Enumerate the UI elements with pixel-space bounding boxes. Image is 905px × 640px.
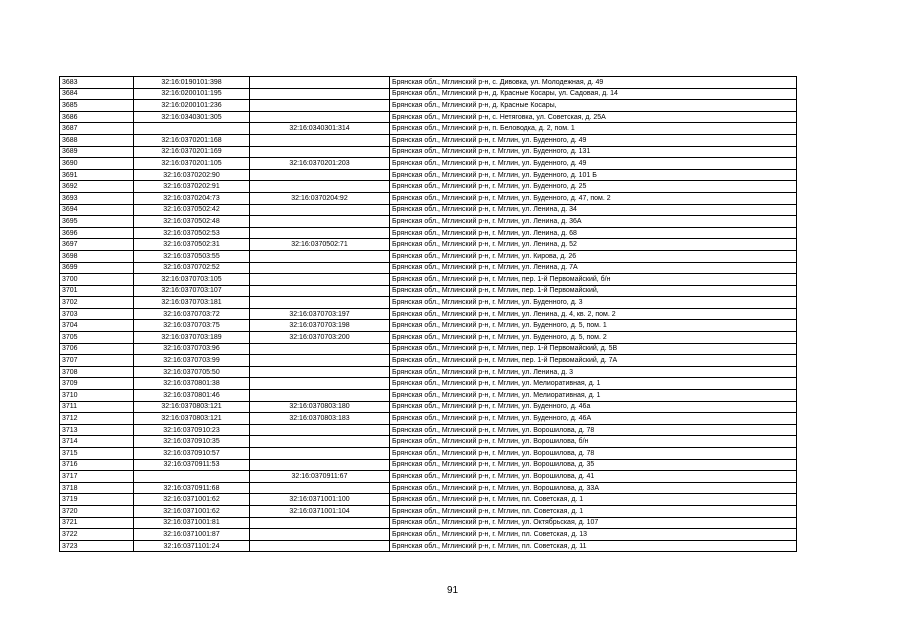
table-row [60,471,797,483]
linked-cadastral-number-cell [250,459,390,471]
cadastral-number-cell: 32:16:0370202:90 [134,169,250,181]
row-number-cell: 3717 [60,471,134,483]
table-row [60,297,797,309]
linked-cadastral-number-cell: 32:16:0370803:180 [250,401,390,413]
cadastral-number-cell: 32:16:0200101:195 [134,88,250,100]
cadastral-number-cell: 32:16:0370803:121 [134,413,250,425]
row-number-cell: 3694 [60,204,134,216]
table-body [60,77,797,552]
cadastral-number-cell: 32:16:0370202:91 [134,181,250,193]
row-number-cell: 3713 [60,424,134,436]
linked-cadastral-number-cell: 32:16:0370201:203 [250,158,390,170]
linked-cadastral-number-cell [250,100,390,112]
address-cell: Брянская обл., Мглинский р-н, г. Мглин, ул. Буденного, д. 49 [390,134,797,146]
linked-cadastral-number-cell [250,250,390,262]
row-number-cell: 3708 [60,366,134,378]
table-row [60,366,797,378]
cadastral-number-cell: 32:16:0371001:62 [134,494,250,506]
address-cell: Брянская обл., Мглинский р-н, г. Мглин, ул. Буденного, д. 5, пом. 2 [390,332,797,344]
cadastral-number-cell: 32:16:0370204:73 [134,192,250,204]
cadastral-number-cell: 32:16:0370910:57 [134,448,250,460]
table-row [60,540,797,552]
row-number-cell: 3715 [60,448,134,460]
table-row [60,274,797,286]
linked-cadastral-number-cell: 32:16:0340301:314 [250,123,390,135]
row-number-cell: 3697 [60,239,134,251]
address-cell: Брянская обл., Мглинский р-н, г. Мглин, пл. Советская, д. 11 [390,540,797,552]
row-number-cell: 3696 [60,227,134,239]
linked-cadastral-number-cell [250,88,390,100]
table-row [60,204,797,216]
table-row [60,448,797,460]
row-number-cell: 3705 [60,332,134,344]
linked-cadastral-number-cell [250,343,390,355]
cadastral-number-cell: 32:16:0370703:189 [134,332,250,344]
cadastral-number-cell [134,123,250,135]
address-cell: Брянская обл., Мглинский р-н, г. Мглин, ул. Буденного, д. 46а [390,401,797,413]
address-cell: Брянская обл., Мглинский р-н, г. Мглин, ул. Мелиоративная, д. 1 [390,390,797,402]
table-row [60,169,797,181]
address-cell: Брянская обл., Мглинский р-н, г. Мглин, пл. Советская, д. 13 [390,529,797,541]
row-number-cell: 3702 [60,297,134,309]
row-number-cell: 3706 [60,343,134,355]
address-cell: Брянская обл., Мглинский р-н, г. Мглин, ул. Буденного, д. 49 [390,158,797,170]
linked-cadastral-number-cell [250,436,390,448]
row-number-cell: 3723 [60,540,134,552]
address-cell: Брянская обл., Мглинский р-н, г. Мглин, ул. Кирова, д. 26 [390,250,797,262]
linked-cadastral-number-cell [250,355,390,367]
linked-cadastral-number-cell: 32:16:0370204:92 [250,192,390,204]
address-cell: Брянская обл., Мглинский р-н, г. Мглин, ул. Ленина, д. 52 [390,239,797,251]
address-cell: Брянская обл., Мглинский р-н, г. Мглин, ул. Буденного, д. 101 Б [390,169,797,181]
linked-cadastral-number-cell: 32:16:0370803:183 [250,413,390,425]
cadastral-number-cell: 32:16:0370502:53 [134,227,250,239]
address-cell: Брянская обл., Мглинский р-н, г. Мглин, ул. Буденного, д. 3 [390,297,797,309]
address-cell: Брянская обл., Мглинский р-н, г. Мглин, ул. Ленина, д. 3 [390,366,797,378]
linked-cadastral-number-cell [250,448,390,460]
table-row [60,436,797,448]
linked-cadastral-number-cell [250,297,390,309]
linked-cadastral-number-cell: 32:16:0371001:104 [250,505,390,517]
linked-cadastral-number-cell [250,517,390,529]
table-row [60,88,797,100]
cadastral-number-cell: 32:16:0371101:24 [134,540,250,552]
address-cell: Брянская обл., Мглинский р-н, д. Красные Косары, [390,100,797,112]
table-row [60,216,797,228]
linked-cadastral-number-cell: 32:16:0370703:200 [250,332,390,344]
table-row [60,343,797,355]
address-cell: Брянская обл., Мглинский р-н, г. Мглин, ул. Буденного, д. 25 [390,181,797,193]
row-number-cell: 3686 [60,111,134,123]
cadastral-number-cell: 32:16:0370910:35 [134,436,250,448]
address-cell: Брянская обл., Мглинский р-н, г. Мглин, ул. Ворошилова, д. 78 [390,448,797,460]
table-row [60,355,797,367]
linked-cadastral-number-cell [250,262,390,274]
table-row [60,424,797,436]
table-row [60,100,797,112]
table-row [60,413,797,425]
address-cell: Брянская обл., Мглинский р-н, г. Мглин, ул. Октябрьская, д. 107 [390,517,797,529]
row-number-cell: 3711 [60,401,134,413]
row-number-cell: 3695 [60,216,134,228]
cadastral-number-cell: 32:16:0370703:96 [134,343,250,355]
address-cell: Брянская обл., Мглинский р-н, г. Мглин, ул. Ворошилова, д. 41 [390,471,797,483]
row-number-cell: 3699 [60,262,134,274]
address-cell: Брянская обл., Мглинский р-н, г. Мглин, ул. Ленина, д. 68 [390,227,797,239]
cadastral-number-cell: 32:16:0370503:55 [134,250,250,262]
table-row [60,482,797,494]
row-number-cell: 3701 [60,285,134,297]
linked-cadastral-number-cell [250,146,390,158]
linked-cadastral-number-cell: 32:16:0371001:100 [250,494,390,506]
cadastral-number-cell: 32:16:0370703:181 [134,297,250,309]
table-row [60,181,797,193]
row-number-cell: 3698 [60,250,134,262]
linked-cadastral-number-cell: 32:16:0370703:197 [250,308,390,320]
cadastral-number-cell: 32:16:0371001:87 [134,529,250,541]
table-row [60,77,797,89]
row-number-cell: 3721 [60,517,134,529]
table-row [60,505,797,517]
address-cell: Брянская обл., Мглинский р-н, г. Мглин, ул. Ленина, д. 36А [390,216,797,228]
cadastral-number-cell: 32:16:0370703:105 [134,274,250,286]
linked-cadastral-number-cell [250,274,390,286]
cadastral-number-cell: 32:16:0370702:52 [134,262,250,274]
cadastral-number-cell: 32:16:0370703:72 [134,308,250,320]
linked-cadastral-number-cell [250,216,390,228]
row-number-cell: 3712 [60,413,134,425]
row-number-cell: 3689 [60,146,134,158]
row-number-cell: 3684 [60,88,134,100]
cadastral-number-cell: 32:16:0371001:62 [134,505,250,517]
page-number: 91 [446,585,459,596]
row-number-cell: 3707 [60,355,134,367]
table-row [60,123,797,135]
table-row [60,146,797,158]
cadastral-number-cell: 32:16:0370801:38 [134,378,250,390]
row-number-cell: 3687 [60,123,134,135]
address-cell: Брянская обл., Мглинский р-н, г. Мглин, пл. Советская, д. 1 [390,505,797,517]
row-number-cell: 3688 [60,134,134,146]
cadastral-number-cell: 32:16:0370703:75 [134,320,250,332]
address-cell: Брянская обл., Мглинский р-н, г. Мглин, пер. 1-й Первомайский, д. 7А [390,355,797,367]
linked-cadastral-number-cell [250,227,390,239]
table-row [60,239,797,251]
linked-cadastral-number-cell [250,529,390,541]
table-row [60,250,797,262]
address-cell: Брянская обл., Мглинский р-н, г. Мглин, пер. 1-й Первомайский, б/н [390,274,797,286]
linked-cadastral-number-cell [250,134,390,146]
table-row [60,320,797,332]
address-cell: Брянская обл., Мглинский р-н, г. Мглин, ул. Мелиоративная, д. 1 [390,378,797,390]
table-row [60,192,797,204]
linked-cadastral-number-cell [250,540,390,552]
address-cell: Брянская обл., Мглинский р-н, д. Красные Косары, ул. Садовая, д. 14 [390,88,797,100]
table-row [60,517,797,529]
cadastral-number-cell: 32:16:0370801:46 [134,390,250,402]
address-cell: Брянская обл., Мглинский р-н, г. Мглин, ул. Ворошилова, д. 78 [390,424,797,436]
address-cell: Брянская обл., Мглинский р-н, с. Дивовка, ул. Молодежная, д. 49 [390,77,797,89]
address-cell: Брянская обл., Мглинский р-н, г. Мглин, ул. Ленина, д. 7А [390,262,797,274]
cadastral-number-cell: 32:16:0340301:305 [134,111,250,123]
cadastral-number-cell: 32:16:0370502:42 [134,204,250,216]
address-cell: Брянская обл., Мглинский р-н, г. Мглин, ул. Буденного, д. 5, пом. 1 [390,320,797,332]
address-cell: Брянская обл., Мглинский р-н, г. Мглин, ул. Буденного, д. 46А [390,413,797,425]
row-number-cell: 3704 [60,320,134,332]
row-number-cell: 3722 [60,529,134,541]
row-number-cell: 3709 [60,378,134,390]
row-number-cell: 3703 [60,308,134,320]
address-cell: Брянская обл., Мглинский р-н, г. Мглин, ул. Ворошилова, д. 35 [390,459,797,471]
cadastral-number-cell: 32:16:0370911:68 [134,482,250,494]
linked-cadastral-number-cell: 32:16:0370502:71 [250,239,390,251]
row-number-cell: 3714 [60,436,134,448]
row-number-cell: 3690 [60,158,134,170]
row-number-cell: 3691 [60,169,134,181]
cadastral-number-cell: 32:16:0200101:236 [134,100,250,112]
row-number-cell: 3716 [60,459,134,471]
address-cell: Брянская обл., Мглинский р-н, г. Мглин, ул. Ворошилова, б/н [390,436,797,448]
linked-cadastral-number-cell [250,77,390,89]
table-row [60,401,797,413]
cadastral-number-cell: 32:16:0370705:50 [134,366,250,378]
cadastral-number-cell: 32:16:0370703:99 [134,355,250,367]
linked-cadastral-number-cell [250,204,390,216]
cadastral-number-cell: 32:16:0370201:168 [134,134,250,146]
table-row [60,285,797,297]
table-row [60,529,797,541]
table-row [60,332,797,344]
table-row [60,262,797,274]
address-cell: Брянская обл., Мглинский р-н, г. Мглин, пл. Советская, д. 1 [390,494,797,506]
cadastral-number-cell: 32:16:0370910:23 [134,424,250,436]
cadastral-number-cell: 32:16:0370502:31 [134,239,250,251]
cadastral-number-cell: 32:16:0370703:107 [134,285,250,297]
address-cell: Брянская обл., Мглинский р-н, г. Мглин, пер. 1-й Первомайский, [390,285,797,297]
cadastral-number-cell: 32:16:0370803:121 [134,401,250,413]
address-cell: Брянская обл., Мглинский р-н, г. Мглин, ул. Ленина, д. 4, кв. 2, пом. 2 [390,308,797,320]
linked-cadastral-number-cell [250,366,390,378]
row-number-cell: 3718 [60,482,134,494]
property-table [59,76,797,552]
address-cell: Брянская обл., Мглинский р-н, г. Мглин, ул. Ворошилова, д. 33А [390,482,797,494]
linked-cadastral-number-cell [250,285,390,297]
table-row [60,390,797,402]
row-number-cell: 3700 [60,274,134,286]
row-number-cell: 3693 [60,192,134,204]
linked-cadastral-number-cell [250,424,390,436]
address-cell: Брянская обл., Мглинский р-н, г. Мглин, ул. Буденного, д. 47, пом. 2 [390,192,797,204]
cadastral-number-cell [134,471,250,483]
linked-cadastral-number-cell: 32:16:0370703:198 [250,320,390,332]
cadastral-number-cell: 32:16:0190101:398 [134,77,250,89]
table-row [60,134,797,146]
address-cell: Брянская обл., Мглинский р-н, г. Мглин, пер. 1-й Первомайский, д. 5В [390,343,797,355]
linked-cadastral-number-cell [250,181,390,193]
address-cell: Брянская обл., Мглинский р-н, г. Мглин, ул. Ленина, д. 34 [390,204,797,216]
cadastral-number-cell: 32:16:0370201:105 [134,158,250,170]
linked-cadastral-number-cell [250,169,390,181]
cadastral-number-cell: 32:16:0370502:48 [134,216,250,228]
linked-cadastral-number-cell: 32:16:0370911:67 [250,471,390,483]
row-number-cell: 3720 [60,505,134,517]
table-row [60,308,797,320]
table-row [60,459,797,471]
linked-cadastral-number-cell [250,378,390,390]
row-number-cell: 3719 [60,494,134,506]
address-cell: Брянская обл., Мглинский р-н, с. Нетяговка, ул. Советская, д. 25А [390,111,797,123]
table-row [60,158,797,170]
linked-cadastral-number-cell [250,482,390,494]
linked-cadastral-number-cell [250,111,390,123]
table-row [60,111,797,123]
linked-cadastral-number-cell [250,390,390,402]
row-number-cell: 3692 [60,181,134,193]
row-number-cell: 3710 [60,390,134,402]
cadastral-number-cell: 32:16:0370201:169 [134,146,250,158]
row-number-cell: 3685 [60,100,134,112]
row-number-cell: 3683 [60,77,134,89]
cadastral-number-cell: 32:16:0371001:81 [134,517,250,529]
table-row [60,227,797,239]
table-row [60,494,797,506]
address-cell: Брянская обл., Мглинский р-н, г. Мглин, ул. Буденного, д. 131 [390,146,797,158]
table-row [60,378,797,390]
address-cell: Брянская обл., Мглинский р-н, п. Беловодка, д. 2, пом. 1 [390,123,797,135]
cadastral-number-cell: 32:16:0370911:53 [134,459,250,471]
